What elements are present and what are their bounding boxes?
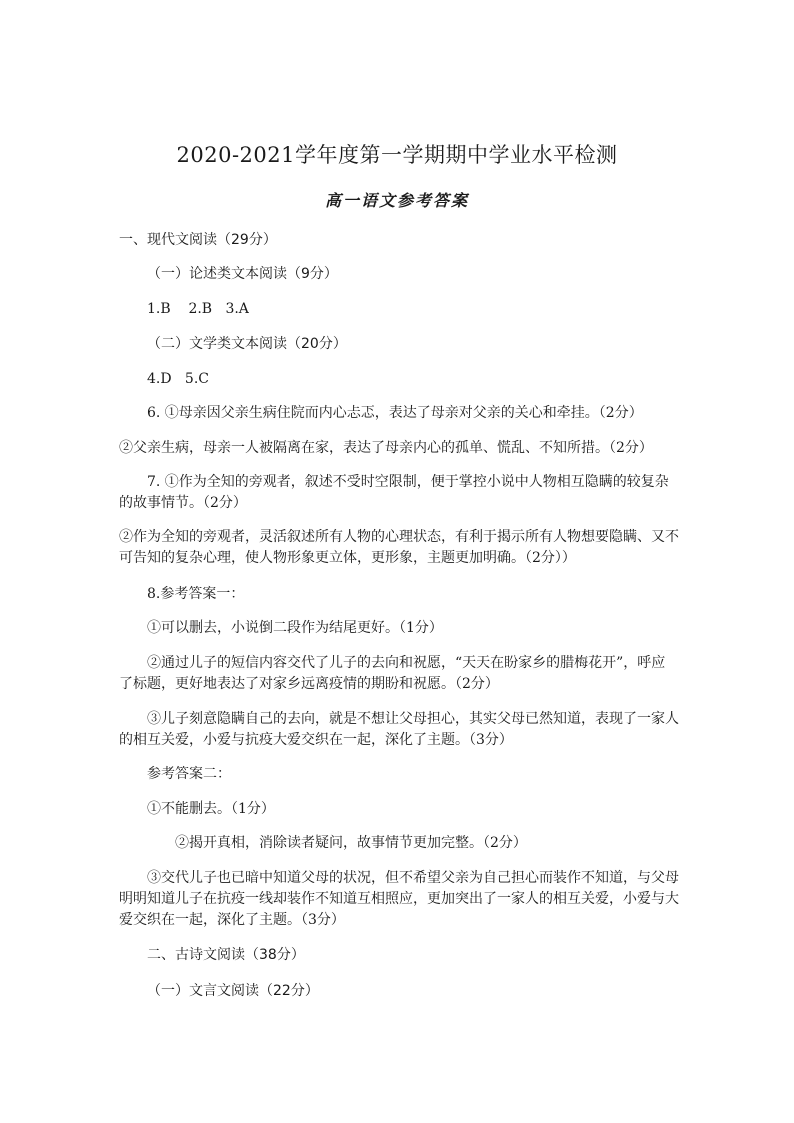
page-subtitle: 高一语文参考答案	[324, 191, 469, 210]
page-title: 2020-2021学年度第一学期期中学业水平检测	[176, 143, 618, 167]
answer-line: 1.B 2.B 3.A	[147, 301, 249, 317]
answer-line: 7. ①作为全知的旁观者，叙述不受时空限制，便于掌控小说中人物相互隐瞒的较复杂	[147, 474, 669, 490]
answer-line: 8.参考答案一：	[147, 586, 245, 602]
answer-line: 的故事情节。（2分）	[119, 495, 247, 511]
section-heading: 二、古诗文阅读（38分）	[147, 947, 305, 963]
subsection-heading: （一）论述类文本阅读（9分）	[147, 266, 338, 282]
answer-line: ②作为全知的旁观者，灵活叙述所有人物的心理状态，有利于揭示所有人物想要隐瞒、又不	[119, 529, 679, 545]
answer-line: 的相互关爱，小爱与抗疫大爱交织在一起，深化了主题。（3分）	[119, 732, 513, 748]
section-heading: 一、现代文阅读（29分）	[119, 232, 277, 248]
answer-line: ②父亲生病，母亲一人被隔离在家，表达了母亲内心的孤单、慌乱、不知所措。（2分）	[119, 440, 653, 456]
answer-line: 参考答案二：	[147, 766, 231, 782]
answer-line: 4.D 5.C	[147, 371, 210, 387]
answer-line: 可告知的复杂心理，使人物形象更立体，更形象，主题更加明确。（2分））	[119, 550, 576, 566]
subsection-heading: （一）文言文阅读（22分）	[147, 983, 319, 999]
answer-line: ①可以删去，小说倒二段作为结尾更好。（1分）	[147, 620, 443, 636]
answer-line: ③儿子刻意隐瞒自己的去向，就是不想让父母担心，其实父母已然知道，表现了一家人	[147, 711, 679, 727]
answer-line: ②通过儿子的短信内容交代了儿子的去向和祝愿，“天天在盼家乡的腊梅花开”，呼应	[147, 655, 666, 671]
answer-line: ③交代儿子也已暗中知道父母的状况，但不希望父亲为自己担心而装作不知道，与父母	[147, 870, 679, 886]
answer-line: ①不能删去。（1分）	[147, 801, 275, 817]
answer-line: ②揭开真相，消除读者疑问，故事情节更加完整。（2分）	[175, 835, 527, 851]
subsection-heading: （二）文学类文本阅读（20分）	[147, 336, 347, 352]
answer-line: 6. ①母亲因父亲生病住院而内心忐忑，表达了母亲对父亲的关心和牵挂。（2分）	[147, 405, 643, 421]
answer-line: 爱交织在一起，深化了主题。（3分）	[119, 912, 345, 928]
answer-line: 了标题，更好地表达了对家乡远离疫情的期盼和祝愿。（2分）	[119, 676, 499, 692]
answer-line: 明明知道儿子在抗疫一线却装作不知道互相照应，更加突出了一家人的相互关爱，小爱与大	[119, 891, 679, 907]
